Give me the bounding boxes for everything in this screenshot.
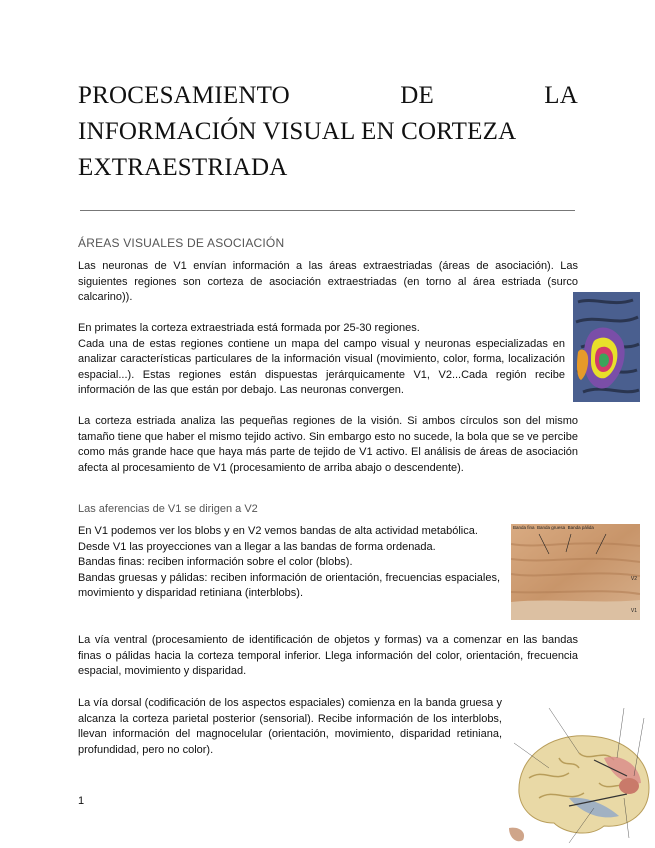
page-title	[78, 78, 578, 186]
paragraph-2	[78, 321, 565, 399]
paragraph-4-line-1: En V1 podemos ver los blobs y en V2 vemos bandas de alta actividad metabólica.	[78, 525, 478, 537]
paragraph-2-line-2: Cada una de estas regiones contiene un mapa del campo visual y neuronas especializadas en analizar características particulares de la información visual (movimiento, color, forma, localización espacial...). Estas regiones están dispuestas jerárquicamente V1, V2...Cada región recibe información de las que están por debajo. Las neuronas convergen.	[78, 337, 565, 396]
section-heading: ÁREAS VISUALES DE ASOCIACIÓN	[78, 236, 285, 250]
title-line-3: EXTRAESTRIADA	[78, 154, 288, 181]
cortex-map-image	[573, 292, 640, 402]
paragraph-4-line-2: Desde V1 las proyecciones van a llegar a las bandas de forma ordenada.	[78, 540, 436, 553]
paragraph-4	[78, 524, 500, 602]
stripe-label-thick: Banda gruesa	[537, 525, 566, 530]
paragraph-5: La vía ventral (procesamiento de identificación de objetos y formas) va a comenzar en las bandas finas o pálidas hacia la corteza temporal inferior. Llega información del color, orientación, frecuencia espacial, movimiento y disparidad.	[78, 634, 578, 677]
page-number: 1	[78, 795, 85, 807]
paragraph-1: Las neuronas de V1 envían información a las áreas extraestriadas (áreas de asociación). Las siguientes regiones son corteza de asociación extraestriadas (en torno al área estriada (surco calcarino)).	[78, 260, 578, 303]
title-line-1: PROCESAMIENTO DE LA	[78, 82, 578, 109]
stripe-label-v1: V1	[630, 608, 637, 614]
paragraph-2-line-1: En primates la corteza extraestriada está formada por 25-30 regiones.	[78, 322, 420, 334]
paragraph-3: La corteza estriada analiza las pequeñas regiones de la visión. Si ambos círculos son del mismo tamaño tiene que haber el mismo tejido activo. Sin embargo esto no sucede, la bola que se ve percibe como más grande hace que haya más parte de tejido de V1 activo. El análisis de áreas de asociación afecta al procesamiento de V1 (procesamiento de arriba abajo o descendente).	[78, 415, 578, 474]
brain-pathways-image	[509, 698, 655, 848]
paragraph-4-line-4: Bandas gruesas y pálidas: reciben información de orientación, frecuencias espaciales, movimiento y disparidad retiniana (interblobs).	[78, 571, 500, 599]
v1-v2-stripes-image	[511, 524, 640, 620]
stripe-label-v2: V2	[630, 576, 637, 582]
title-line-2: INFORMACIÓN VISUAL EN CORTEZA	[78, 118, 517, 145]
sub-heading: Las aferencias de V1 se dirigen a V2	[78, 503, 258, 515]
stripe-label-pale: Banda pálida	[567, 525, 594, 530]
horizontal-divider	[80, 210, 575, 211]
stripe-label-thin: Banda fina	[513, 525, 535, 530]
paragraph-6: La vía dorsal (codificación de los aspectos espaciales) comienza en la banda gruesa y alcanza la corteza parietal posterior (sensorial). Recibe información de los interblobs, llevan información del magnocelular (orientación, movimiento, disparidad retiniana, profundidad, pero no color).	[78, 697, 502, 756]
paragraph-4-line-3: Bandas finas: reciben información sobre el color (blobs).	[78, 556, 353, 568]
